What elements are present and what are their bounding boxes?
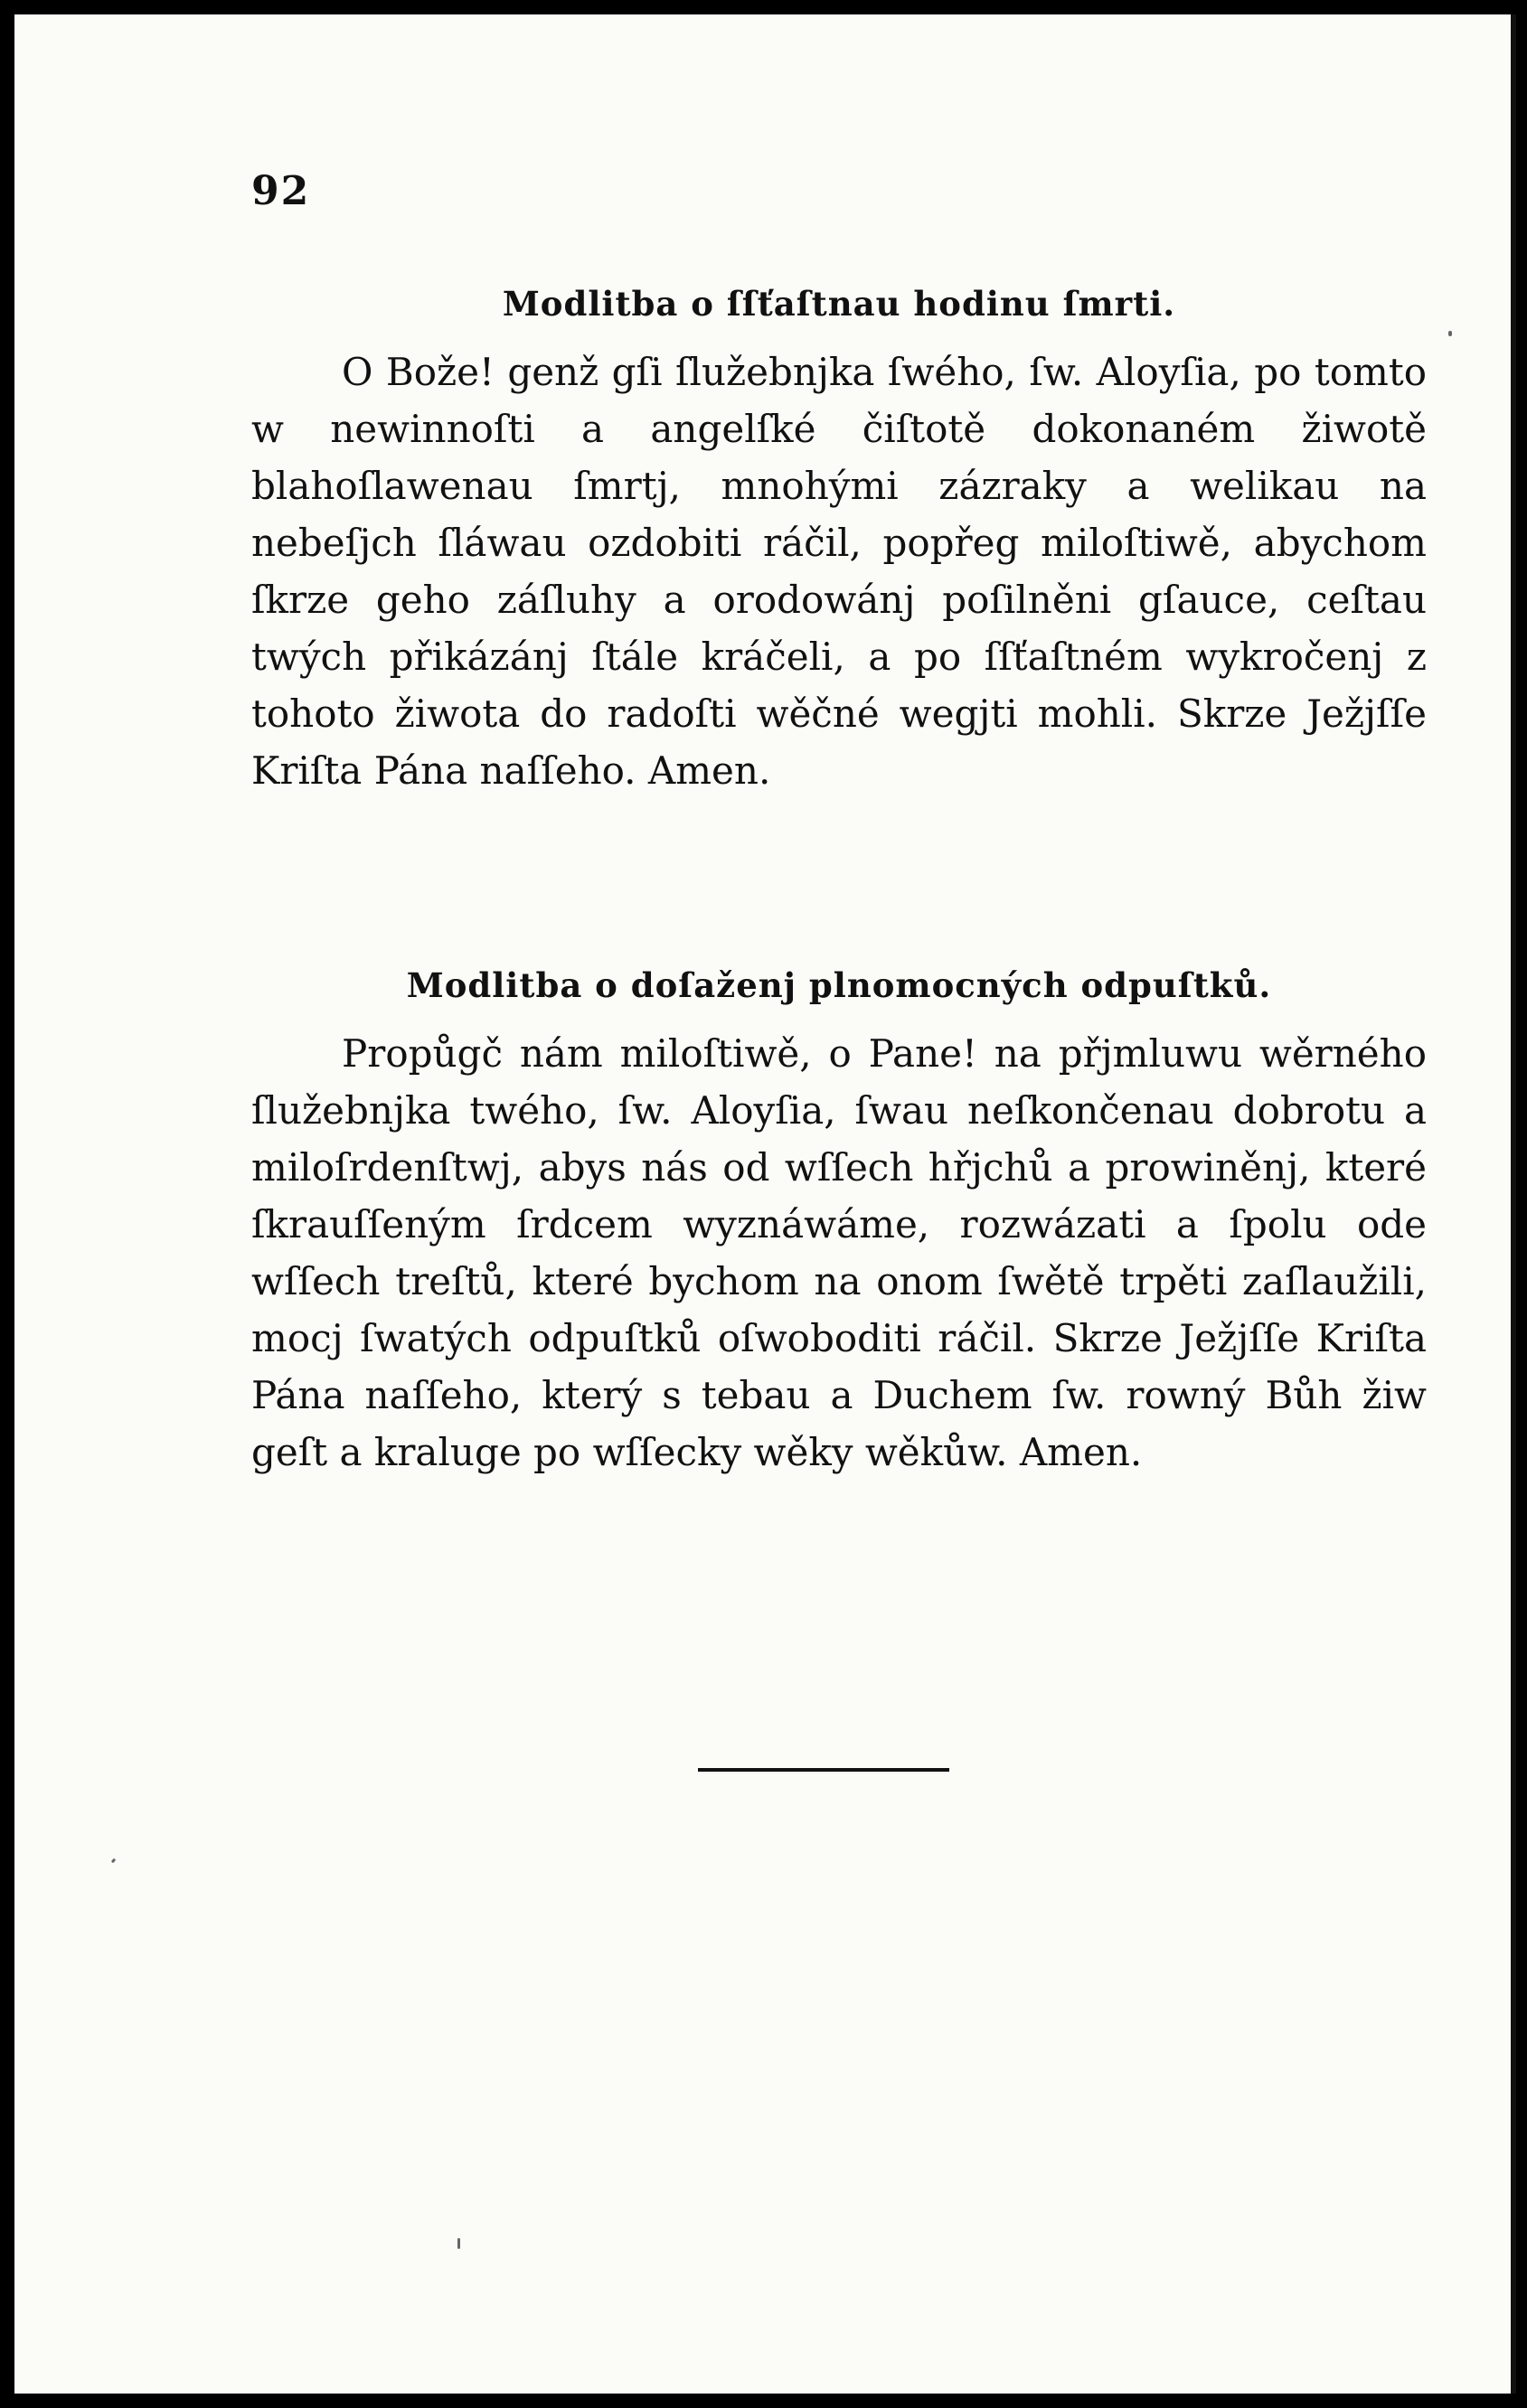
prayer-section-happy-death [251, 284, 1427, 799]
section-divider [698, 1768, 949, 1772]
prayer-title: Modlitba o doſaženj plnomocných odpuſtků. [406, 965, 1272, 1005]
page-number: 92 [251, 168, 311, 214]
book-page [14, 14, 1516, 2394]
prayer-section-indulgences [251, 965, 1427, 1481]
paper-speck [111, 1858, 117, 1864]
paper-speck [457, 2238, 460, 2249]
prayer-text: Propůgč nám miloſtiwě, o Pane! na přjmluwu wěrného ſlužebnjka twého, ſw. Aloyſia, ſwau neſkončenau dobrotu a miloſrdenſtwj, abys nás od wſſech hřjchů a prowiněnj, které ſkrauſſeným ſrdcem wyznáwáme, rozwázati a ſpolu ode wſſech treſtů, které bychom na onom ſwětě trpěti zaſlaužili, mocj ſwatých odpuſtků oſwoboditi ráčil. Skrze Ježjſſe Kriſta Pána naſſeho, který s tebau a Duchem ſw. rowný Bůh žiw geſt a kraluge po wſſecky wěky wěkůw. Amen. [251, 1031, 1427, 1474]
prayer-title: Modlitba o ſſťaſtnau hodinu ſmrti. [502, 284, 1176, 324]
paper-speck [1448, 331, 1452, 336]
prayer-text: O Bože! genž gſi ſlužebnjka ſwého, ſw. Aloyſia, po tomto w newinnoſti a angelſké čiſtotě dokonaném žiwotě blahoſlawenau ſmrtj, mnohými zázraky a welikau na nebeſjch ſláwau ozdobiti ráčil, popřeg miloſtiwě, abychom ſkrze geho záſluhy a orodowánj poſilněni gſauce, ceſtau twých přikázánj ſtále kráčeli, a po ſſťaſtném wykročenj z tohoto žiwota do radoſti wěčné wegjti mohli. Skrze Ježjſſe Kriſta Pána naſſeho. Amen. [251, 350, 1427, 793]
